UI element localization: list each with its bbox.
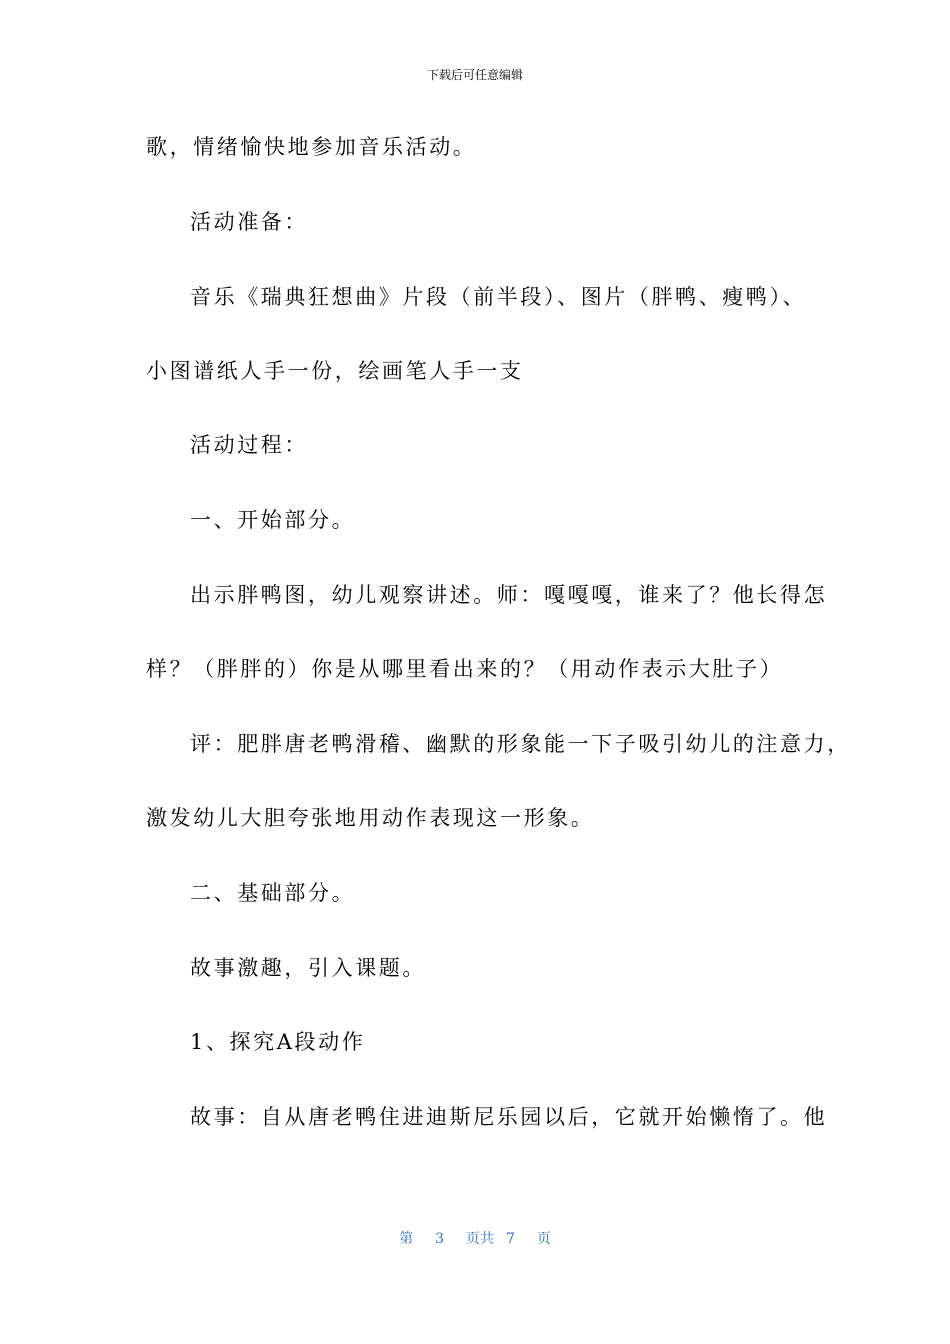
paragraph-line-4: 小图谱纸人手一份，绘画笔人手一支 — [146, 359, 524, 383]
paragraph-line-9: 评：肥胖唐老鸭滑稽、幽默的形象能一下子吸引幼儿的注意力， — [190, 732, 851, 756]
footer-prefix: 第 — [399, 1231, 414, 1247]
footer-total-pages: 7 — [506, 1231, 515, 1247]
footer-current-page: 3 — [435, 1231, 444, 1247]
paragraph-line-8: 样？（胖胖的）你是从哪里看出来的？（用动作表示大肚子） — [146, 657, 784, 681]
page-header: 下载后可任意编辑 — [426, 68, 523, 82]
paragraph-line-11: 二、基础部分。 — [190, 881, 356, 905]
footer-suffix: 页 — [536, 1231, 551, 1247]
page-footer — [0, 1230, 950, 1248]
paragraph-line-12: 故事激趣，引入课题。 — [190, 956, 426, 980]
paragraph-line-7: 出示胖鸭图，幼儿观察讲述。师：嘎嘎嘎，谁来了？他长得怎 — [190, 583, 828, 607]
paragraph-line-14: 故事：自从唐老鸭住进迪斯尼乐园以后，它就开始懒惰了。他 — [190, 1105, 828, 1129]
paragraph-line-5: 活动过程： — [190, 433, 308, 457]
paragraph-line-1: 歌，情绪愉快地参加音乐活动。 — [146, 135, 477, 159]
paragraph-line-10: 激发幼儿大胆夸张地用动作表现这一形象。 — [146, 806, 595, 830]
paragraph-line-3: 音乐《瑞典狂想曲》片段（前半段）、图片（胖鸭、瘦鸭）、 — [190, 285, 807, 309]
footer-middle: 页共 — [466, 1231, 494, 1247]
paragraph-line-2: 活动准备： — [190, 210, 308, 234]
paragraph-line-13: 1、探究A段动作 — [190, 1030, 366, 1054]
paragraph-line-6: 一、开始部分。 — [190, 508, 356, 532]
